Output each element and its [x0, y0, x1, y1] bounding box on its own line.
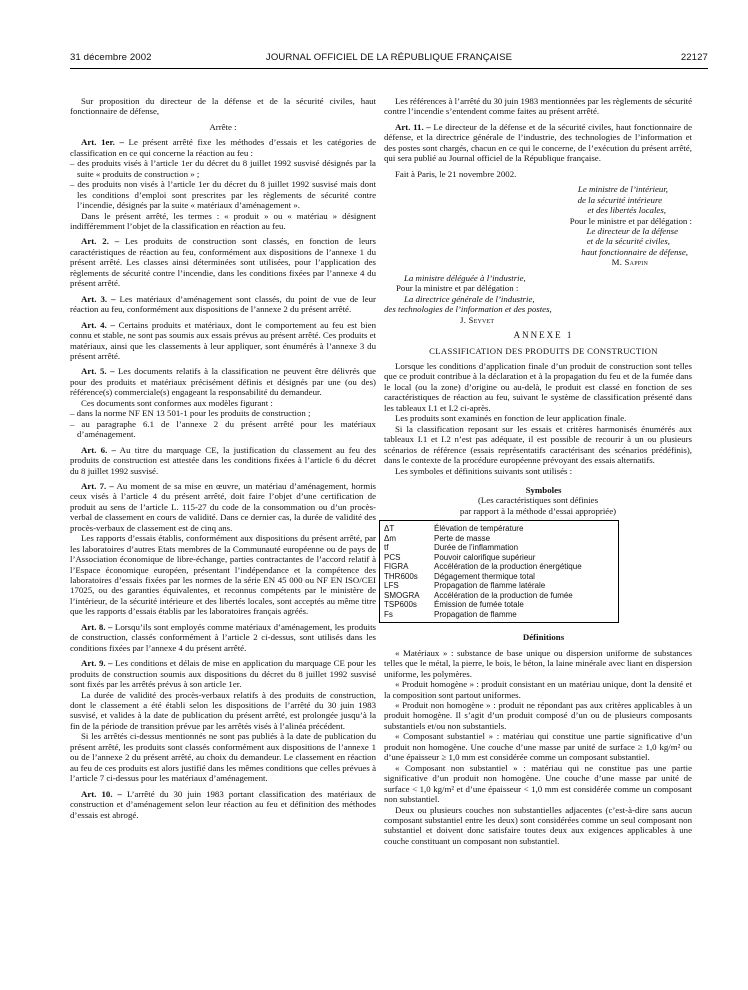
- table-row: [380, 534, 619, 544]
- header-date: 31 décembre 2002: [70, 52, 152, 63]
- article-6-label: Art. 6. –: [81, 444, 116, 455]
- annexe-paragraph-2: Les produits sont examinés en fonction de leur application finale.: [395, 413, 627, 424]
- signature-name-2: J. Seyvet: [460, 314, 495, 325]
- symbol-cell: LFS: [384, 581, 399, 591]
- annexe-paragraph-1: Lorsque les conditions d’application finale d’un produit de construction sont telles que ce produit contribue à la déclaration et à la propagation du feu et de la fumée dans le local (ou la zone) d’origine ou au-delà, le produit est classé en fonction de ses caractéristiques de réaction au feu, suivant le système de classification présenté dans les tableaux I.1 et I.2 ci-après.: [384, 360, 692, 413]
- article-10: [70, 789, 376, 820]
- signature-delegation-2: Pour la ministre et par délégation :: [396, 283, 519, 294]
- definition-item: « Composant non substantiel » : matériau qui ne constitue pas une partie significative d’un produit non homogène. Une couche d’une masse par unité de surface < 1,0 kg/m² et d’une épaisseur < 1,0 mm est considérée comme un composant non substantiel.: [384, 762, 692, 805]
- article-8-text: Lorsqu’ils sont employés comme matériaux d’aménagement, les produits de construction, classés conformément à l’article 2 ci-dessus, sont utilisés dans les conditions fixées par l’annexe 4 du présent arrêté.: [70, 621, 376, 653]
- header-page-number: 22127: [680, 52, 708, 63]
- symbol-definition-cell: Accélération de la production de fumée: [434, 590, 573, 600]
- signature-role-line: haut fonctionnaire de défense,: [581, 246, 688, 257]
- table-row: [380, 610, 619, 623]
- article-5-models: Ces documents sont conformes aux modèles figurant :: [81, 397, 273, 408]
- article-11-label: Art. 11. –: [395, 121, 431, 132]
- symbol-cell: TSP600s: [384, 600, 417, 610]
- symbol-definition-cell: Perte de masse: [434, 533, 491, 543]
- symbol-cell: ΔT: [384, 524, 395, 534]
- symbols-table: [379, 520, 619, 623]
- article-8: [70, 622, 376, 653]
- definition-item: « Produit homogène » : produit consistant en un matériau unique, dont la densité et la composition sont partout uniformes.: [384, 679, 692, 700]
- article-9-label: Art. 9. –: [81, 658, 113, 669]
- article-4: [70, 320, 376, 362]
- symbol-cell: tf: [384, 543, 389, 553]
- intro-paragraph: Sur proposition du directeur de la défense et de la sécurité civiles, haut fonctionnaire de défense,: [70, 96, 376, 117]
- article-11-text: Le directeur de la défense et de la sécurité civiles, haut fonctionnaire de défense, et la directrice générale de l’industrie, des technologies de l’information et des postes sont chargés, chacun en ce qui le concerne, de l’exécution du présent arrêté, qui sera publié au Journal officiel de la République française.: [384, 121, 692, 164]
- signature-role-2-line: des technologies de l’information et des postes,: [384, 304, 552, 315]
- arrete-heading: Arrête :: [209, 121, 237, 132]
- article-10-text: L’arrêté du 30 juin 1983 portant classification des matériaux de construction et d’aménagement selon leur réaction au feu et définition des méthodes d’essais est abrogé.: [70, 788, 376, 820]
- signature-date: Fait à Paris, le 21 novembre 2002.: [395, 168, 517, 179]
- symbol-cell: THR600s: [384, 571, 418, 581]
- symbol-definition-cell: Propagation de flamme latérale: [434, 581, 546, 591]
- symbol-definition-cell: Dégagement thermique total: [434, 571, 535, 581]
- symbol-definition-cell: Pouvoir calorifique supérieur: [434, 552, 536, 562]
- article-7-label: Art. 7. –: [81, 480, 114, 491]
- list-item: – des produits visés à l’article 1er du décret du 8 juillet 1992 susvisé désignés par la suite « produits de construction » ;: [70, 158, 376, 179]
- definitions-heading: Définitions: [522, 632, 565, 643]
- list-item: – au paragraphe 6.1 de l’annexe 2 du présent arrêté pour les matériaux d’aménagement.: [70, 419, 376, 440]
- definition-item: « Produit non homogène » : produit ne répondant pas aux critères applicables à un produit homogène. Il s’agit d’un produit composé d’un ou de plusieurs composants substantiels et/ou non substantiels.: [384, 700, 692, 731]
- definition-item: « Composant substantiel » : matériau qui constitue une partie significative d’un produit non homogène. Une couche d’une masse par unité de surface ≥ 1,0 kg/m² ou d’une épaisseur ≥ 1,0 mm est considérée comme un composant substantiel.: [384, 731, 692, 763]
- signature-role-line: et de la sécurité civiles,: [586, 236, 670, 247]
- header-rule: [70, 68, 708, 69]
- table-row: [380, 553, 619, 563]
- article-6-text: Au titre du marquage CE, la justification du classement au feu des produits de construction est attestée dans les conditions fixées à l’article 6 du décret du 8 juillet 1992 susvisé.: [70, 444, 376, 476]
- article-1-list: [70, 158, 376, 210]
- list-item: – des produits non visés à l’article 1er du décret du 8 juillet 1992 susvisé mais dont les conditions d’emploi sont prescrites par les règlements de sécurité contre l’incendie, désignés par la suite « matériaux d’aménagement ».: [70, 179, 376, 210]
- signature-minister-line: Le ministre de l’intérieur,: [577, 184, 668, 195]
- list-item: – dans la norme NF EN 13 501-1 pour les produits de construction ;: [70, 408, 376, 418]
- symbol-cell: Fs: [384, 609, 393, 619]
- right-column: [384, 96, 692, 846]
- article-3: [70, 294, 376, 315]
- article-2: [70, 236, 376, 288]
- signature-minister-line: et des libertés locales,: [587, 205, 666, 216]
- article-5-label: Art. 5. –: [81, 366, 115, 377]
- symbol-definition-cell: Accélération de la production énergétique: [434, 562, 582, 572]
- symbol-cell: PCS: [384, 552, 401, 562]
- signature-role-2-line: La directrice générale de l’industrie,: [404, 293, 535, 304]
- table-row: [380, 600, 619, 610]
- article-3-text: Les matériaux d’aménagement sont classés, du point de vue de leur réaction au feu, conformément aux dispositions de l’annexe 2 du présent arrêté.: [70, 293, 376, 315]
- annexe-paragraph-4: Les symboles et définitions suivants sont utilisés :: [395, 465, 573, 476]
- header-journal-title: JOURNAL OFFICIEL DE LA RÉPUBLIQUE FRANÇAISE: [265, 52, 513, 63]
- article-6: [70, 445, 376, 476]
- article-7-text: Au moment de sa mise en œuvre, un matériau d’aménagement, hormis ceux visés à l’article 4 du présent arrêté, doit faire l’objet d’une certification de produit au sens de l’article L. 115-27 du code de la consommation ou d’un procès-verbal de classement en cours de validité. Dans ce dernier cas, la durée de validité des procès-verbaux de classement est de cinq ans.: [70, 480, 376, 533]
- article-9-paragraph-3: Si les arrêtés ci-dessus mentionnés ne sont pas publiés à la date de publication du présent arrêté, les produits sont classés conformément aux dispositions de l’annexe 1 ou de l’annexe 2 du présent arrêté, au choix du demandeur. Le classement en réaction au feu de ces produits est alors justifié dans les mêmes conditions que celles prévues à l’article 7 ci-dessus pour les matériaux d’aménagement.: [70, 731, 376, 784]
- article-9-paragraph-2: La durée de validité des procès-verbaux relatifs à des produits de construction, dont le classement a été établi selon les dispositions de l’arrêté du 30 juin 1983 susvisé, et valides à la date de publication du présent arrêté, est prolongée jusqu’à la fin de la période de transition prévue par les arrêtés visés à l’alinéa précédent.: [70, 689, 376, 731]
- table-row: [380, 581, 619, 591]
- symbol-definition-cell: Durée de l’inflammation: [434, 543, 519, 553]
- article-2-text: Les produits de construction sont classés, en fonction de leurs caractéristiques de réaction au feu, conformément aux dispositions de l’annexe 1 du présent arrêté. Les classes ainsi déterminées sont utilisées, pour l’application des règlements de sécurité contre l’incendie, dans les conditions fixées par l’annexe 4 du présent arrêté.: [70, 236, 376, 289]
- article-3-label: Art. 3. –: [81, 293, 116, 304]
- article-1-terms: Dans le présent arrêté, les termes : « produit » ou « matériau » désignent indifféremment l’objet de la classification en réaction au feu.: [70, 210, 376, 231]
- symbols-heading: Symboles: [525, 484, 562, 495]
- definition-item: Deux ou plusieurs couches non substantielles adjacentes (c’est-à-dire sans aucun composant substantiel entre les deux) sont considérées comme un seul composant non substantiel et doivent donc satisfaire toutes deux aux exigences applicables à une couche constituant un composant non substantiel.: [384, 804, 692, 846]
- symbol-cell: Δm: [384, 533, 397, 543]
- table-row: [380, 572, 619, 582]
- article-2-label: Art. 2. –: [81, 236, 120, 247]
- symbols-note: (Les caractéristiques sont définies: [477, 495, 599, 506]
- article-5: [70, 366, 376, 397]
- symbol-cell: FIGRA: [384, 562, 409, 572]
- signature-minister-2: La ministre déléguée à l’industrie,: [404, 272, 526, 283]
- article-5-text: Les documents relatifs à la classification ne peuvent être délivrés que pour des produits et matériaux précisément définis et désignés par une (ou des) référence(s) commerciale(s) engageant la responsabilité du demandeur.: [70, 366, 376, 398]
- symbol-definition-cell: Propagation de flamme: [434, 609, 517, 619]
- signature-block: [384, 184, 692, 325]
- annexe-paragraph-3: Si la classification reposant sur les essais et critères harmonisés énumérés aux tableaux I.1 et I.2 n’est pas adéquate, il est possible de recourir à un ou plusieurs scénarios de référence (essais représentatifs caractérisant des scénarios prédéfinis), dans le contexte de la procédure européenne prévoyant des essais alternatifs.: [384, 423, 692, 466]
- article-4-label: Art. 4. –: [81, 319, 115, 330]
- annexe-subtitle: CLASSIFICATION DES PRODUITS DE CONSTRUCTION: [429, 345, 658, 356]
- page-header: [70, 52, 708, 68]
- symbols-note: par rapport à la méthode d’essai appropriée): [459, 505, 617, 516]
- article-8-label: Art. 8. –: [81, 621, 113, 632]
- article-11: [384, 122, 692, 164]
- article-1-label: Art. 1er. –: [81, 137, 124, 148]
- article-9: [70, 658, 376, 689]
- table-row: [380, 543, 619, 553]
- article-4-text: Certains produits et matériaux, dont le comportement au feu est bien connu et stable, ne sont pas soumis aux essais prévus au présent arrêté. Ces produits et matériaux, ainsi que les classements à leur appliquer, sont énumérés à l’annexe 3 du présent arrêté.: [70, 319, 376, 361]
- symbol-definition-cell: Émission de fumée totale: [434, 600, 524, 610]
- article-7-reports: Les rapports d’essais établis, conformément aux dispositions du présent arrêté, par les laboratoires d’autres Etats membres de la Communauté européenne ou de pays de l’Association économique de libre-échange, parties contractantes de l’accord relatif à l’Espace économique européen, présentant l’indépendance et la compétence des laboratoires d’essais fixées par les normes de la série EN 45 000 ou NF EN ISO/CEI 17025, ou des garanties équivalentes, et reconnus compétents par le ministère de l’intérieur, de la sécurité intérieure et des libertés locales, sont acceptés au même titre que les rapports d’essais établis par les laboratoires français agréés.: [70, 533, 376, 617]
- article-7: [70, 481, 376, 533]
- symbol-cell: SMOGRA: [384, 590, 420, 600]
- annexe-title: ANNEXE 1: [513, 330, 574, 341]
- signature-delegation: Pour le ministre et par délégation :: [569, 215, 692, 226]
- signature-minister-line: de la sécurité intérieure: [577, 194, 662, 205]
- references-paragraph: Les références à l’arrêté du 30 juin 1983 mentionnées par les règlements de sécurité contre l’incendie s’entendent comme faites au présent arrêté.: [384, 96, 692, 117]
- article-5-list: [70, 408, 376, 439]
- article-1: [70, 137, 376, 158]
- article-10-label: Art. 10. –: [81, 788, 122, 799]
- article-1-text: Le présent arrêté fixe les méthodes d’essais et les catégories de classification en ce qui concerne la réaction au feu :: [70, 137, 376, 158]
- article-9-text: Les conditions et délais de mise en application du marquage CE pour les produits de construction soumis aux dispositions du décret du 8 juillet 1992 susvisé sont fixés par les arrêtés prévus à son article 1er.: [70, 658, 376, 690]
- table-row: [380, 521, 619, 534]
- signature-role-line: Le directeur de la défense: [586, 225, 678, 236]
- left-column: [70, 96, 376, 820]
- table-row: [380, 591, 619, 601]
- table-row: [380, 562, 619, 572]
- symbol-definition-cell: Élévation de température: [434, 524, 524, 534]
- signature-name: M. Sappin: [611, 257, 648, 268]
- definition-item: « Matériaux » : substance de base unique ou dispersion uniforme de substances telles que le métal, la pierre, le bois, le béton, la laine minérale avec liant en dispersion uniforme, les polymères.: [384, 647, 692, 679]
